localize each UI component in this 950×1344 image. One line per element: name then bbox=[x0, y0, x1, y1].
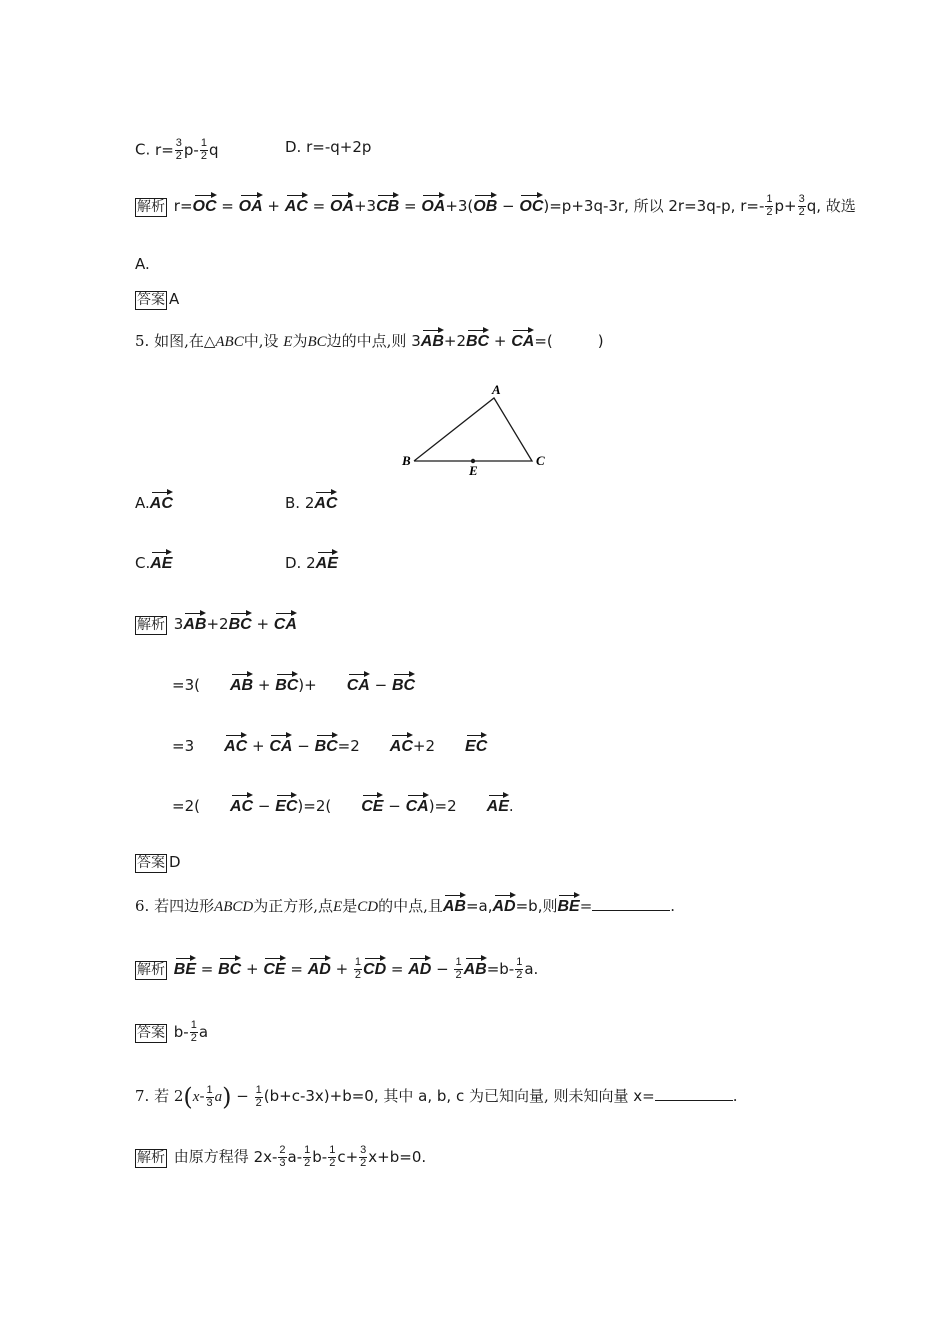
vertex-label-c: C bbox=[536, 453, 545, 468]
stem-rendered: 6. 若四边形ABCD为正方形,点E是CD的中点,且AB=a,AD=b,则BE= . bbox=[135, 897, 675, 915]
stem-rendered: 7. 若 2(x- $\frac{1}{3}$ a) − $\frac{1}{2}$ (b+c-3x)+b=0, 其中 a, b, c 为已知向量, 则未知向量 x= . bbox=[135, 1083, 738, 1111]
stem-segment: BC bbox=[307, 334, 327, 350]
jiexi-label: 解析 bbox=[137, 617, 165, 633]
answer-value: A bbox=[169, 290, 180, 308]
q6-stem bbox=[135, 893, 675, 916]
option-label: D. 2 bbox=[285, 554, 316, 572]
q6-answer bbox=[135, 1020, 208, 1044]
option-label: A. bbox=[135, 494, 150, 512]
option-label: B. 2 bbox=[285, 494, 315, 512]
q4-solution-end: A. bbox=[135, 255, 150, 273]
stem-text: 为 bbox=[292, 332, 308, 350]
solution-rendered: 由原方程得 2x- $\frac{2}{3}$ a- $\frac{1}{2}$ b- $\frac{1}{2}$ c+ $\frac{3}{2}$ x+b=0. bbox=[173, 1144, 427, 1169]
q5-option-a bbox=[135, 490, 173, 512]
stem-point: E bbox=[283, 334, 293, 350]
q5-solution-step-3 bbox=[172, 733, 487, 756]
q4-option-d bbox=[285, 138, 371, 156]
q5-stem bbox=[135, 328, 604, 351]
option-label: C. bbox=[135, 554, 151, 572]
q4-solution bbox=[135, 193, 856, 219]
jiexi-label: 解析 bbox=[137, 199, 165, 215]
answer-blank[interactable] bbox=[655, 1086, 733, 1101]
option-expression-rendered: r= $\frac{3}{2}$ p- $\frac{1}{2}$ q bbox=[155, 137, 219, 162]
answer-blank[interactable] bbox=[592, 896, 670, 911]
answer-label: 答案 bbox=[137, 1024, 165, 1041]
q5-option-c bbox=[135, 550, 172, 572]
q4-answer bbox=[135, 290, 179, 310]
step-rendered: =3( AB + BC)+ CA − BC bbox=[172, 676, 415, 694]
q4-solution-rendered: r=OC = OA + AC = OA+3CB = OA+3(OB − OC)=p+3q-3r, 所以 2r=3q-p, r=- $\frac{1}{2}$ p+ $\frac{3}{2}$ q, 故选 bbox=[173, 193, 856, 218]
jiexi-label: 解析 bbox=[137, 962, 165, 978]
q5-solution-step-1 bbox=[135, 611, 297, 635]
q5-stem-expression-rendered: 3AB+2BC + CA=( ) bbox=[411, 332, 603, 350]
option-label: D. bbox=[285, 138, 302, 156]
answer-label: 答案 bbox=[137, 292, 165, 308]
option-expression: r=-q+2p bbox=[306, 138, 372, 156]
option-vector: AE bbox=[316, 550, 338, 572]
q4-option-c bbox=[135, 137, 219, 162]
step-rendered: =3 AC + CA − BC=2 AC+2 EC bbox=[172, 737, 487, 755]
answer-rendered: b- $\frac{1}{2}$ a bbox=[173, 1019, 209, 1044]
q5-option-d bbox=[285, 550, 338, 572]
q5-solution-step-4 bbox=[172, 793, 514, 816]
vertex-label-b: B bbox=[402, 453, 411, 468]
jiexi-label: 解析 bbox=[137, 1149, 165, 1166]
stem-text: 中,设 bbox=[243, 332, 279, 350]
q5-answer bbox=[135, 853, 181, 873]
step-rendered: =2( AC − EC)=2( CE − CA)=2 AE. bbox=[172, 797, 514, 815]
option-label: C. bbox=[135, 140, 151, 159]
option-vector: AC bbox=[150, 490, 173, 512]
stem-triangle: ABC bbox=[215, 334, 244, 350]
option-vector: AC bbox=[314, 490, 337, 512]
option-vector: AE bbox=[150, 550, 172, 572]
q5-option-b bbox=[285, 490, 337, 512]
stem-text: 边的中点,则 bbox=[326, 332, 407, 350]
q6-solution bbox=[135, 956, 538, 982]
q5-solution-step-2 bbox=[172, 672, 415, 695]
triangle-figure bbox=[400, 380, 560, 480]
answer-label: 答案 bbox=[137, 855, 165, 871]
midpoint-label-e: E bbox=[469, 463, 478, 478]
q4-options-row bbox=[135, 137, 372, 162]
stem-text: 5. 如图,在△ bbox=[135, 332, 216, 350]
q7-stem bbox=[135, 1083, 738, 1111]
step-rendered: 3AB+2BC + CA bbox=[174, 615, 297, 633]
vertex-label-a: A bbox=[492, 382, 501, 397]
solution-rendered: BE = BC + CE = AD + $\frac{1}{2}$ CD = AD − $\frac{1}{2}$ AB=b- $\frac{1}{2}$ a. bbox=[173, 956, 539, 981]
q7-solution bbox=[135, 1145, 426, 1169]
answer-value: D bbox=[169, 853, 181, 871]
